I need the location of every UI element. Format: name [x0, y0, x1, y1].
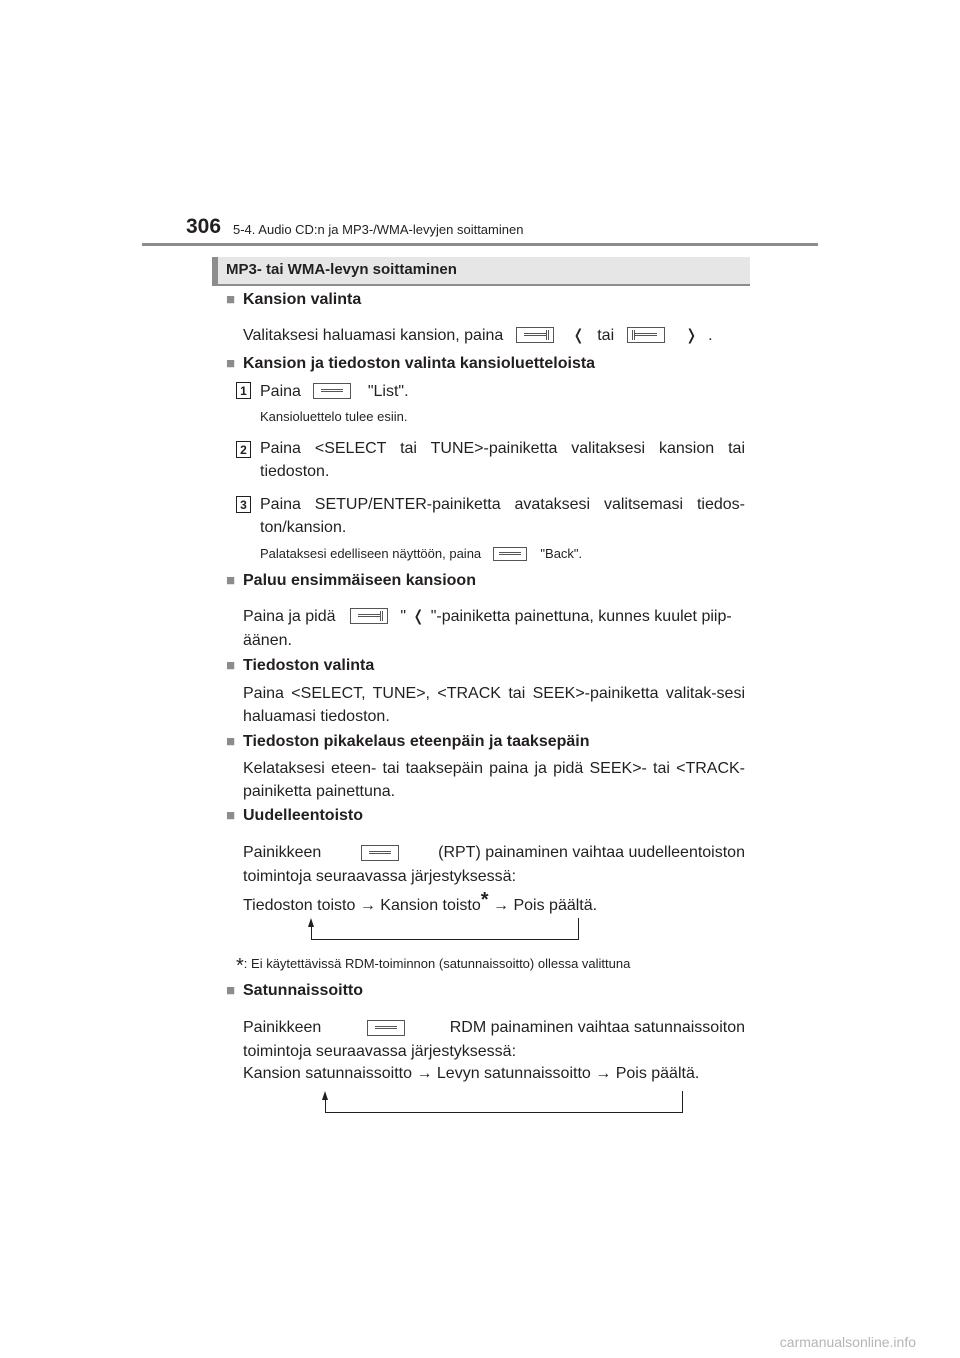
step-number: 1: [236, 382, 251, 399]
paragraph-tiedoston-valinta: Paina <SELECT, TUNE>, <TRACK tai SEEK>-painiketta valitak-sesi haluamasi tiedoston.: [243, 685, 745, 725]
paragraph-rdm-line2: toimintoja seuraavassa järjestyksessä:: [243, 1043, 517, 1060]
step-3-text: Paina SETUP/ENTER-painiketta avataksesi valitsemasi tiedos-ton/kansion.: [260, 496, 745, 536]
cycle-return-line: [308, 918, 580, 940]
rdm-sequence: Kansion satunnaissoitto → Levyn satunnaissoitto → Pois päältä.: [243, 1065, 700, 1082]
rpt-button-icon: [361, 845, 399, 861]
back-note: Palataksesi edelliseen näyttöön, paina "Back".: [260, 546, 583, 561]
bullet-square: ■: [226, 982, 236, 999]
heading-pikakelaus: Tiedoston pikakelaus eteenpäin ja taaksepäin: [243, 733, 590, 750]
section-title: MP3- tai WMA-levyn soittaminen: [226, 261, 457, 278]
bullet-square: ■: [226, 355, 236, 372]
cycle-return-line: [322, 1091, 684, 1113]
bullet-square: ■: [226, 572, 236, 589]
preset-button-icon: [627, 327, 665, 343]
heading-paluu: Paluu ensimmäiseen kansioon: [243, 572, 476, 589]
section-title-accent: [212, 257, 218, 284]
arrow-right-icon: →: [595, 1065, 612, 1082]
preset-button-icon: [516, 327, 554, 343]
page-number: 306: [186, 215, 222, 238]
softkey-button-icon: [493, 547, 527, 561]
chevron-right-icon: ❭: [685, 327, 698, 344]
paragraph-paluu-line2: äänen.: [243, 632, 292, 649]
step-1-text: Paina "List".: [260, 383, 409, 400]
paragraph-rdm-line1: Painikkeen RDM painaminen vaihtaa satunnaissoiton: [243, 1019, 745, 1036]
heading-kansion-valinta: Kansion valinta: [243, 291, 362, 308]
paragraph-rpt-line2: toimintoja seuraavassa järjestyksessä:: [243, 868, 517, 885]
bullet-square: ■: [226, 733, 236, 750]
footnote: *: Ei käytettävissä RDM-toiminnon (satunnaissoitto) ollessa valittuna: [236, 955, 631, 977]
rdm-button-icon: [367, 1020, 405, 1036]
bullet-square: ■: [226, 807, 236, 824]
step-number: 2: [236, 441, 251, 458]
running-header: 5-4. Audio CD:n ja MP3-/WMA-levyjen soittaminen: [233, 222, 524, 237]
arrow-right-icon: →: [359, 897, 376, 914]
section-title-bar: [212, 257, 750, 286]
chevron-left-icon: ❬: [572, 327, 585, 344]
preset-button-icon: [350, 608, 388, 624]
heading-kansioluettelo: Kansion ja tiedoston valinta kansioluetteloista: [243, 355, 596, 372]
rpt-sequence: Tiedoston toisto → Kansion toisto* → Pois päältä.: [243, 889, 598, 914]
step-number: 3: [236, 496, 251, 513]
heading-tiedoston-valinta: Tiedoston valinta: [243, 657, 375, 674]
paragraph-rpt-line1: Painikkeen (RPT) painaminen vaihtaa uudelleentoiston: [243, 844, 745, 861]
step-2-text: Paina <SELECT tai TUNE>-painiketta valitaksesi kansion tai tiedoston.: [260, 440, 745, 480]
heading-satunnaissoitto: Satunnaissoitto: [243, 982, 364, 999]
heading-uudelleentoisto: Uudelleentoisto: [243, 807, 364, 824]
bullet-square: ■: [226, 657, 236, 674]
arrow-right-icon: →: [416, 1065, 433, 1082]
chevron-left-icon: ❬: [412, 608, 425, 625]
paragraph-paluu-line1: Paina ja pidä " ❬ "-painiketta painettuna, kunnes kuulet piip-: [243, 608, 732, 625]
arrow-right-icon: →: [493, 897, 510, 914]
step-1-note: Kansioluettelo tulee esiin.: [260, 409, 408, 424]
softkey-button-icon: [313, 383, 351, 399]
footnote-marker: *: [480, 889, 489, 911]
paragraph-kansion-valinta: Valitaksesi haluamasi kansion, paina ❬ tai ❭ .: [243, 327, 713, 344]
paragraph-pikakelaus: Kelataksesi eteen- tai taaksepäin paina ja pidä SEEK>- tai <TRACK-painiketta painettuna.: [243, 760, 745, 800]
watermark: carmanualsonline.info: [779, 1334, 916, 1350]
bullet-square: ■: [226, 291, 236, 308]
header-rule: [142, 243, 818, 246]
